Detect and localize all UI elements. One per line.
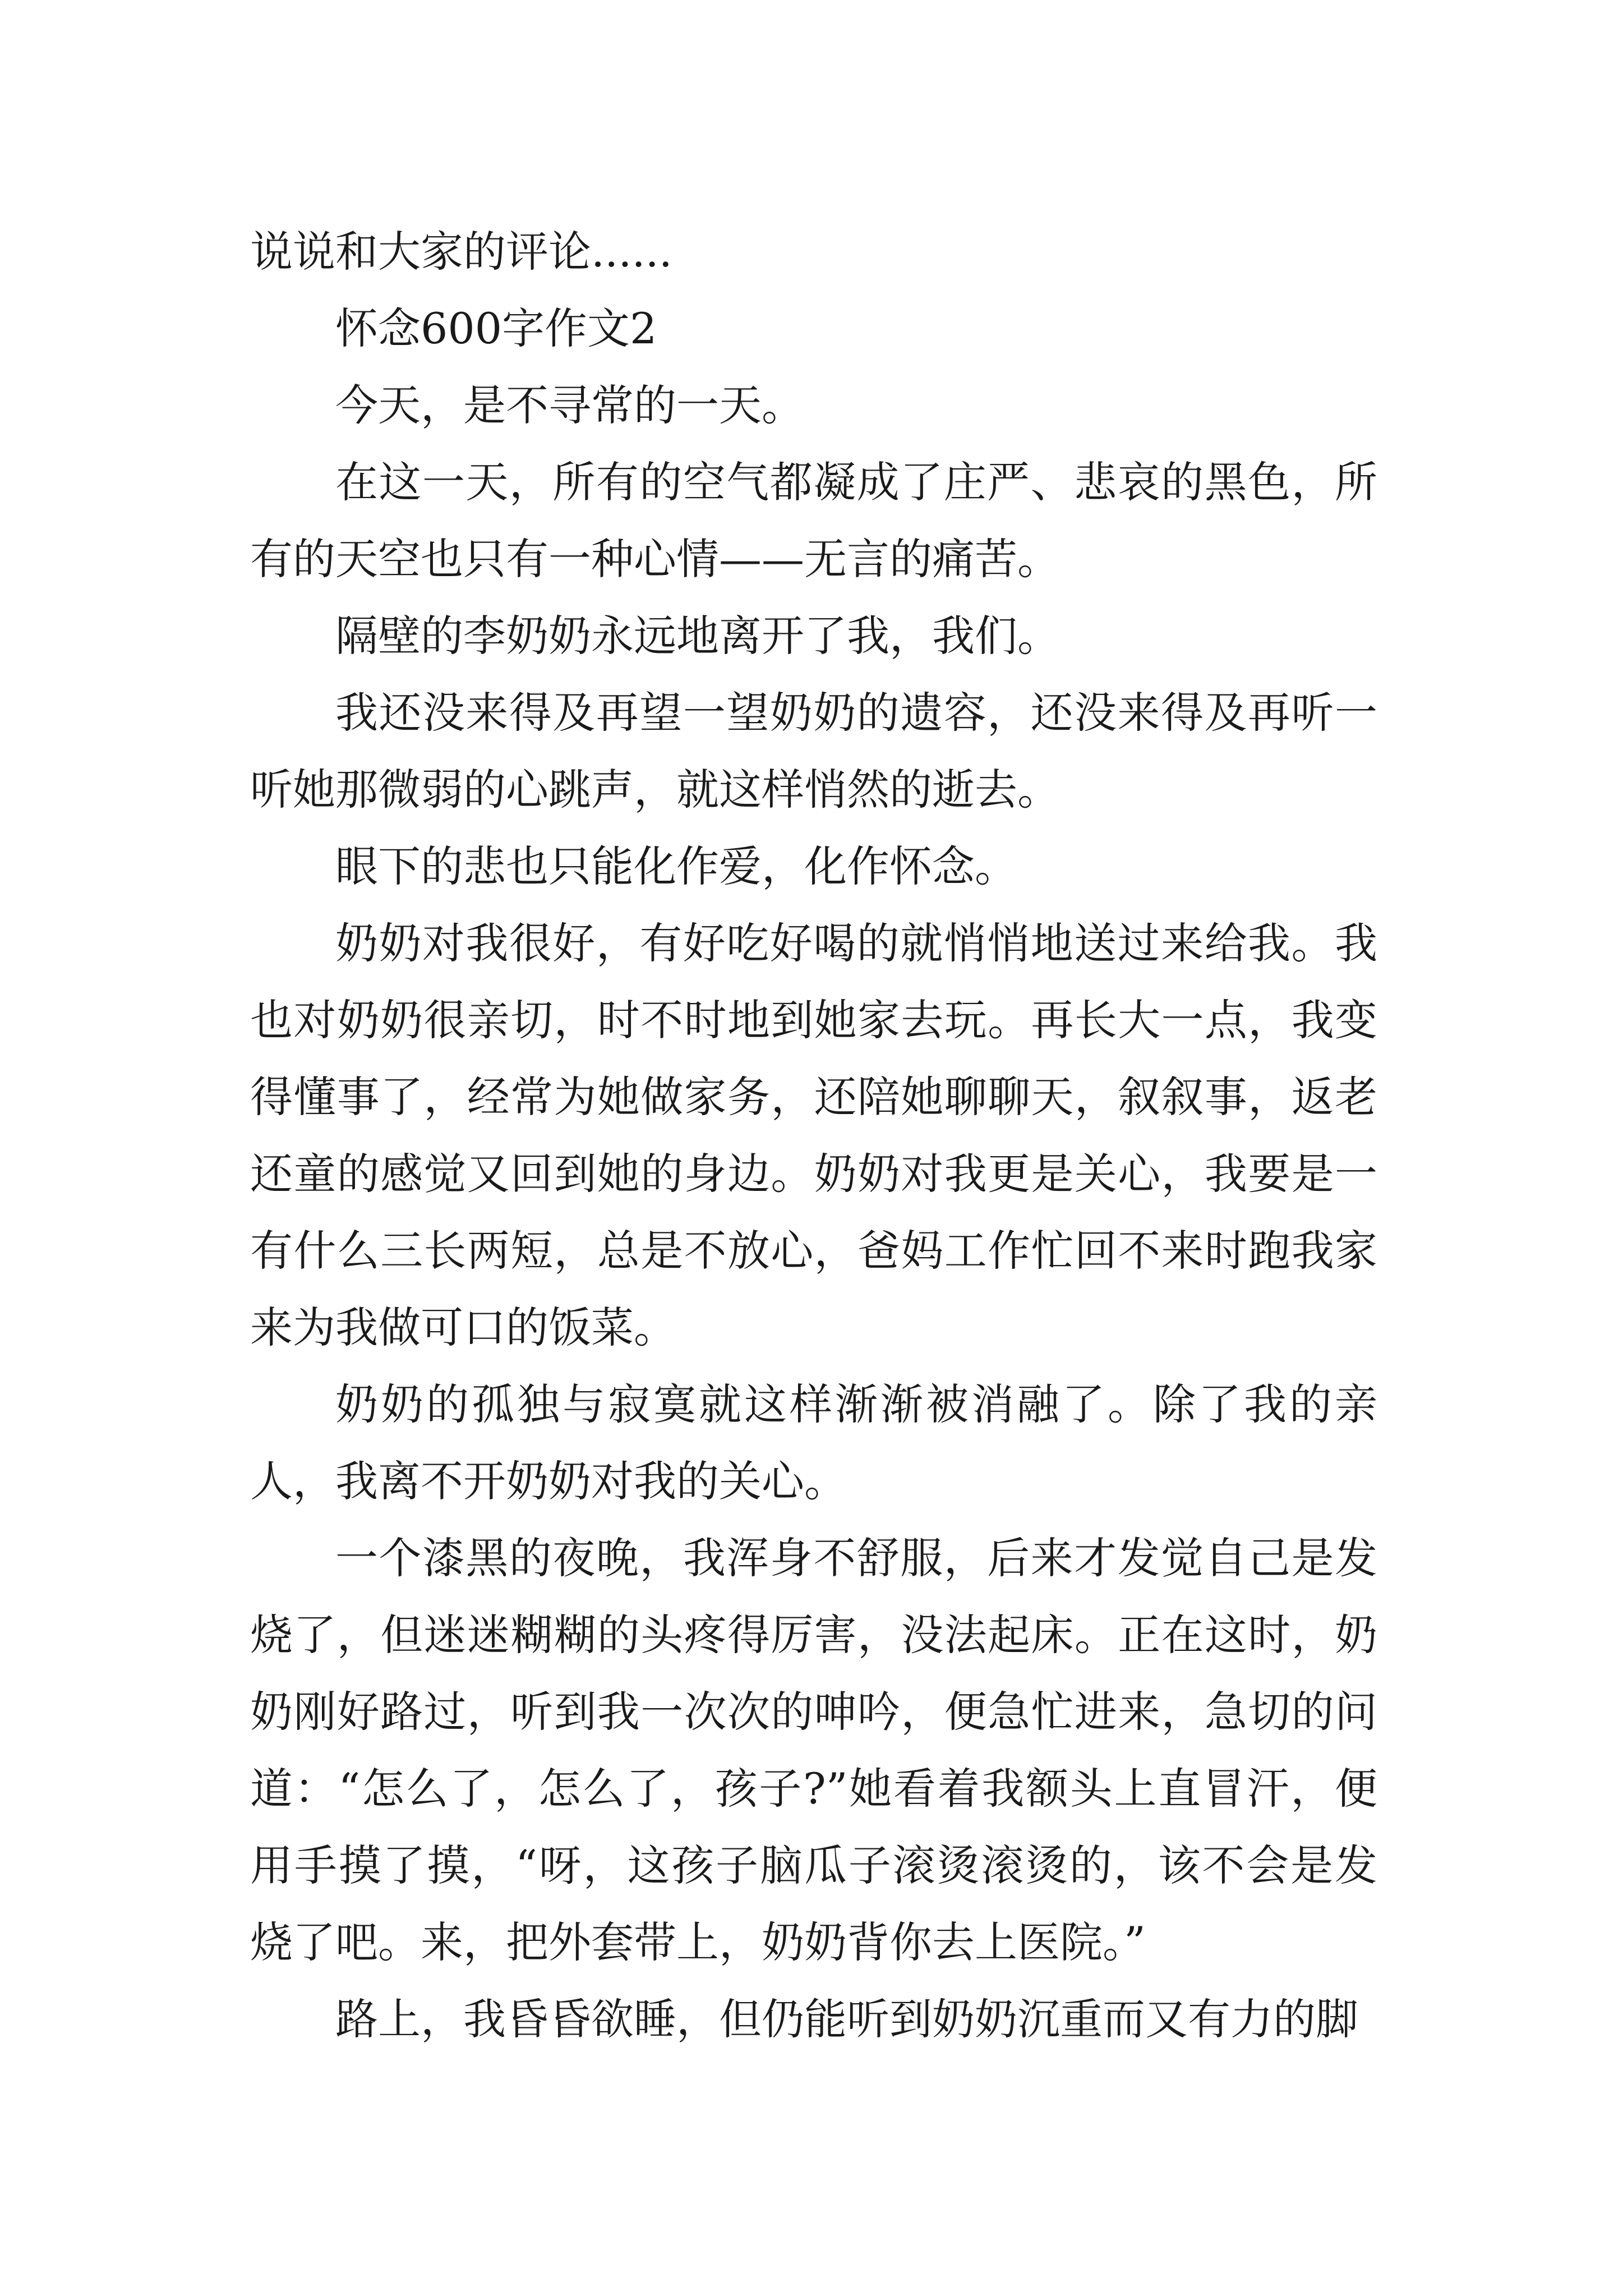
paragraph: 路上，我昏昏欲睡，但仍能听到奶奶沉重而又有力的脚 — [335, 1994, 1358, 2044]
paragraph: 奶奶的孤独与寂寞就这样渐渐被消融了。除了我的亲人，我离不开奶奶对我的关心。 — [250, 1379, 1377, 1506]
paragraph-continued: 说说和大家的评论...... — [250, 227, 672, 277]
paragraph: 奶奶对我很好，有好吃好喝的就悄悄地送过来给我。我也对奶奶很亲切，时不时地到她家去玩。再长大一点，我变得懂事了，经常为她做家务，还陪她聊聊天，叙叙事，返老还童的感觉又回到她的身边。奶奶对我更是关心，我要是一有什么三长两短，总是不放心，爸妈工作忙回不来时跑我家来为我做可口的饭菜。 — [250, 918, 1377, 1352]
paragraph: 在这一天，所有的空气都凝成了庄严、悲哀的黑色，所有的天空也只有一种心情——无言的痛苦。 — [250, 457, 1377, 584]
paragraph: 我还没来得及再望一望奶奶的遗容，还没来得及再听一听她那微弱的心跳声，就这样悄然的逝去。 — [250, 688, 1377, 815]
paragraph: 一个漆黑的夜晚，我浑身不舒服，后来才发觉自己是发烧了，但迷迷糊糊的头疼得厉害，没法起床。正在这时，奶奶刚好路过，听到我一次次的呻吟，便急忙进来，急切的问道：“怎么了，怎么了，孩子?”她看着我额头上直冒汗，便用手摸了摸，“呀，这孩子脑瓜子滚烫滚烫的，该不会是发烧了吧。来，把外套带上，奶奶背你去上医院。” — [250, 1533, 1377, 1967]
paragraph: 今天，是不寻常的一天。 — [335, 380, 804, 430]
document-body — [250, 213, 1377, 2058]
paragraph: 隔壁的李奶奶永远地离开了我，我们。 — [335, 611, 1060, 661]
paragraph: 眼下的悲也只能化作爱，化作怀念。 — [335, 841, 1017, 891]
essay-heading: 怀念600字作文2 — [335, 303, 657, 353]
